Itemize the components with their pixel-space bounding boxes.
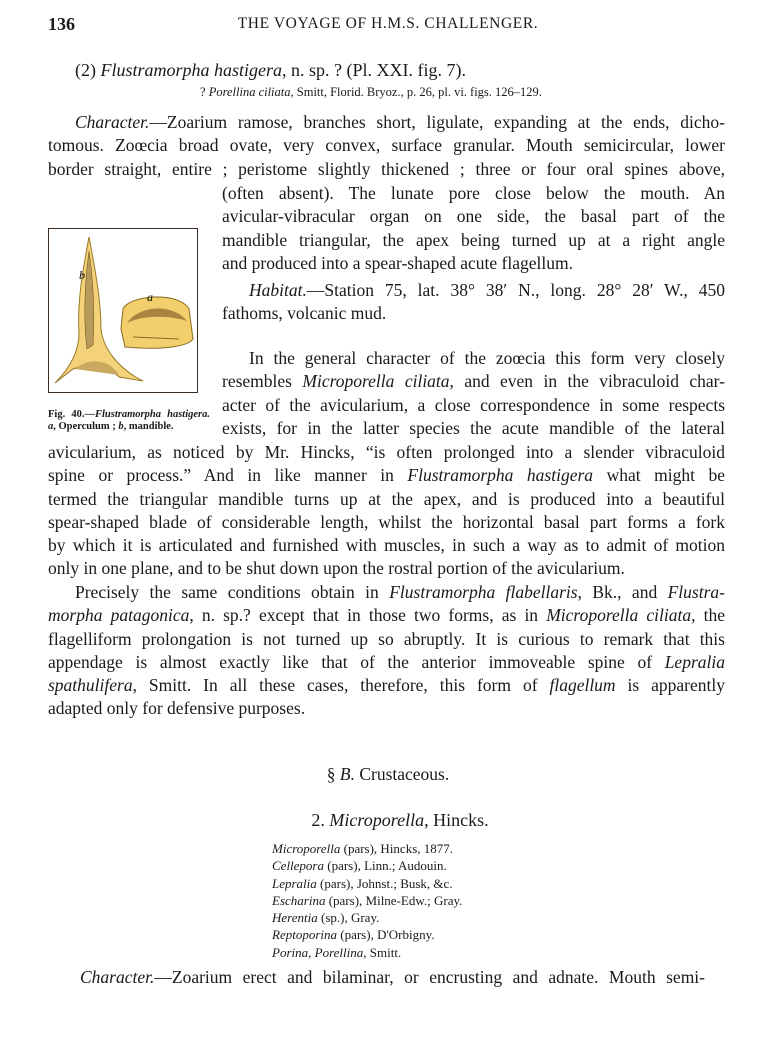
text-line bbox=[48, 534, 725, 557]
text-run: adapted only for defensive purposes. bbox=[48, 698, 306, 719]
text-run: mandible triangular, the apex being turned up at a right angle bbox=[222, 229, 725, 250]
text-line bbox=[48, 441, 725, 464]
text-run: (pars), Johnst.; Busk, &c. bbox=[316, 875, 453, 891]
text-line bbox=[222, 229, 725, 252]
text-run: , mandible. bbox=[123, 421, 174, 432]
italic-text: morpha patagonica bbox=[48, 605, 190, 626]
text-run: , bbox=[308, 944, 315, 960]
text-run: (pars), D'Orbigny. bbox=[337, 927, 435, 943]
text-run: (pars), Hincks, 1877. bbox=[340, 841, 454, 856]
text-line bbox=[48, 651, 725, 674]
text-run: , Hincks. bbox=[424, 810, 489, 830]
synonym-entry bbox=[272, 875, 462, 892]
italic-text: Flustramorpha hastigera bbox=[407, 465, 594, 486]
genus-character-paragraph bbox=[80, 966, 705, 989]
figure-caption bbox=[48, 409, 210, 433]
text-line bbox=[48, 488, 725, 511]
running-title: THE VOYAGE OF H.M.S. CHALLENGER. bbox=[237, 15, 539, 32]
figure-40 bbox=[48, 228, 198, 393]
text-run: resembles bbox=[222, 371, 303, 392]
text-run: fathoms, volcanic mud. bbox=[222, 303, 387, 324]
text-line bbox=[222, 205, 725, 228]
text-line bbox=[48, 134, 725, 157]
italic-text: Lepralia bbox=[272, 875, 317, 891]
italic-text: Escharina bbox=[272, 892, 326, 908]
italic-text: Character. bbox=[75, 112, 150, 132]
text-line bbox=[222, 394, 725, 417]
italic-text: Flustramorpha hastigera. bbox=[95, 409, 210, 420]
figure-illustration bbox=[49, 229, 197, 392]
text-run: Fig. 40.— bbox=[48, 409, 95, 420]
text-run: , and even in the vibraculoid char- bbox=[449, 371, 725, 392]
italic-text: Flustramorpha hastigera bbox=[100, 60, 283, 80]
habitat-paragraph bbox=[222, 279, 725, 326]
italic-text: Lepralia bbox=[664, 651, 725, 672]
text-run: only in one plane, and to be shut down upon the rostral portion of the avicularium. bbox=[48, 558, 625, 579]
text-run: spear-shaped blade of considerable length, whilst the horizontal basal part forms a fork bbox=[48, 511, 725, 532]
text-run: Crustaceous. bbox=[354, 764, 450, 784]
character-paragraph-continued bbox=[222, 182, 725, 275]
text-run: (pars), Linn.; Audouin. bbox=[324, 858, 447, 874]
text-line bbox=[222, 252, 725, 275]
text-line bbox=[222, 302, 725, 325]
operculum-drawing bbox=[121, 297, 193, 348]
text-run: (sp.), Gray. bbox=[317, 910, 380, 926]
text-line bbox=[48, 557, 725, 580]
text-run: § bbox=[326, 764, 340, 784]
text-line bbox=[222, 347, 725, 370]
character-paragraph bbox=[48, 111, 725, 181]
page-number: 136 bbox=[48, 14, 75, 34]
text-run: (often absent). The lunate pore close below the mouth. An bbox=[222, 183, 725, 203]
text-run: , the bbox=[691, 605, 725, 626]
italic-text: Flustramorpha flabellaris bbox=[389, 582, 578, 602]
italic-text: a bbox=[48, 421, 54, 432]
italic-text: Habitat. bbox=[249, 280, 307, 300]
text-run: is apparently bbox=[615, 675, 725, 696]
italic-text: Flustra- bbox=[667, 582, 725, 602]
text-line bbox=[48, 674, 725, 697]
italic-text: B. bbox=[339, 764, 355, 784]
figure-label-a: a bbox=[147, 290, 153, 304]
synonym-entry bbox=[272, 892, 462, 909]
text-run: flagelliform prolongation is not turned up so abruptly. It is curious to remark that this bbox=[48, 628, 725, 649]
italic-text: b bbox=[118, 421, 124, 432]
genus-synonymy-list bbox=[272, 840, 462, 961]
text-run: tomous. Zoœcia broad ovate, very convex, surface granular. Mouth semicircular, lower bbox=[48, 135, 725, 156]
text-line bbox=[48, 697, 725, 720]
italic-text: Porina bbox=[272, 944, 309, 960]
text-line bbox=[80, 966, 705, 989]
text-run: (pars), Milne-Edw.; Gray. bbox=[325, 892, 463, 908]
italic-text: Microporella bbox=[329, 810, 425, 830]
species-synonym bbox=[200, 85, 542, 100]
general-paragraph bbox=[222, 347, 725, 440]
italic-text: Character. bbox=[80, 967, 155, 987]
species-title bbox=[75, 60, 466, 81]
section-heading bbox=[0, 764, 776, 785]
comparison-paragraph bbox=[48, 581, 725, 721]
figure-label-b: b bbox=[79, 268, 85, 282]
text-run: , n. sp.? except that in those two forms, as in bbox=[189, 605, 547, 626]
text-run: by which it is articulated and furnished with muscles, in such a way as to admit of motion bbox=[48, 535, 725, 556]
italic-text: Microporella ciliata bbox=[302, 371, 450, 392]
synonym-entry bbox=[272, 857, 462, 874]
synonym-entry bbox=[272, 840, 462, 857]
italic-text: Reptoporina bbox=[272, 927, 337, 943]
text-run: appendage is almost exactly like that of the anterior immoveable spine of bbox=[48, 651, 665, 672]
italic-text: Porellina ciliata bbox=[208, 85, 291, 99]
text-line bbox=[48, 628, 725, 651]
italic-text: Porellina bbox=[314, 944, 364, 960]
synonym-entry bbox=[272, 944, 462, 961]
text-line bbox=[48, 604, 725, 627]
text-line bbox=[48, 464, 725, 487]
text-run: and produced into a spear-shaped acute flagellum. bbox=[222, 252, 573, 273]
text-line bbox=[222, 182, 725, 205]
text-line bbox=[222, 417, 725, 440]
synonym-entry bbox=[272, 909, 462, 926]
text-line bbox=[222, 370, 725, 393]
text-run: —Station 75, lat. 38° 38′ N., long. 28° 28′ W., 450 bbox=[306, 280, 725, 300]
italic-text: spathulifera bbox=[48, 675, 133, 696]
text-run: ? bbox=[200, 85, 209, 99]
italic-text: Microporella ciliata bbox=[546, 605, 692, 626]
text-run: avicular-vibracular organ on one side, the basal part of the bbox=[222, 206, 725, 227]
text-line bbox=[48, 158, 725, 181]
text-run: spine or process.” And in like manner in bbox=[48, 465, 408, 486]
text-run: exists, for in the latter species the acute mandible of the lateral bbox=[222, 417, 725, 438]
text-run: border straight, entire ; peristome slightly thickened ; three or four oral spines above, bbox=[48, 158, 725, 179]
text-line bbox=[48, 511, 725, 534]
text-line bbox=[222, 279, 725, 302]
text-run: Precisely the same conditions obtain in bbox=[75, 582, 390, 602]
text-run: (2) bbox=[75, 60, 101, 80]
text-run: , Smitt. bbox=[363, 944, 402, 960]
text-run: —Zoarium ramose, branches short, ligulate, expanding at the ends, dicho- bbox=[149, 112, 725, 132]
italic-text: flagellum bbox=[549, 675, 616, 696]
text-run: acter of the avicularium, a close correspondence in some respects bbox=[222, 394, 725, 415]
italic-text: Cellepora bbox=[272, 858, 324, 874]
text-run: In the general character of the zoœcia this form very closely bbox=[249, 348, 725, 368]
text-run: avicularium, as noticed by Mr. Hincks, “is often prolonged into a slender vibraculoid bbox=[48, 442, 725, 462]
text-run: , Smitt. In all these cases, therefore, this form of bbox=[132, 675, 550, 696]
text-run: , Smitt, Florid. Bryoz., p. 26, pl. vi. figs. 126–129. bbox=[290, 85, 542, 99]
text-run: 2. bbox=[311, 810, 330, 830]
italic-text: Herentia bbox=[272, 910, 318, 926]
text-run: , Bk., and bbox=[577, 582, 668, 602]
text-run: , Operculum ; bbox=[53, 421, 119, 432]
text-run: termed the triangular mandible turns up at the apex, and is produced into a beautiful bbox=[48, 488, 725, 509]
genus-heading bbox=[0, 810, 776, 831]
italic-text: Microporella bbox=[272, 841, 341, 856]
text-run: —Zoarium erect and bilaminar, or encrusting and adnate. Mouth semi- bbox=[154, 967, 705, 987]
text-run: what might be bbox=[593, 465, 725, 486]
text-line bbox=[48, 581, 725, 604]
text-line bbox=[48, 111, 725, 134]
text-run: , n. sp. ? (Pl. XXI. fig. 7). bbox=[282, 60, 466, 80]
synonym-entry bbox=[272, 926, 462, 943]
general-paragraph-continued bbox=[48, 441, 725, 581]
